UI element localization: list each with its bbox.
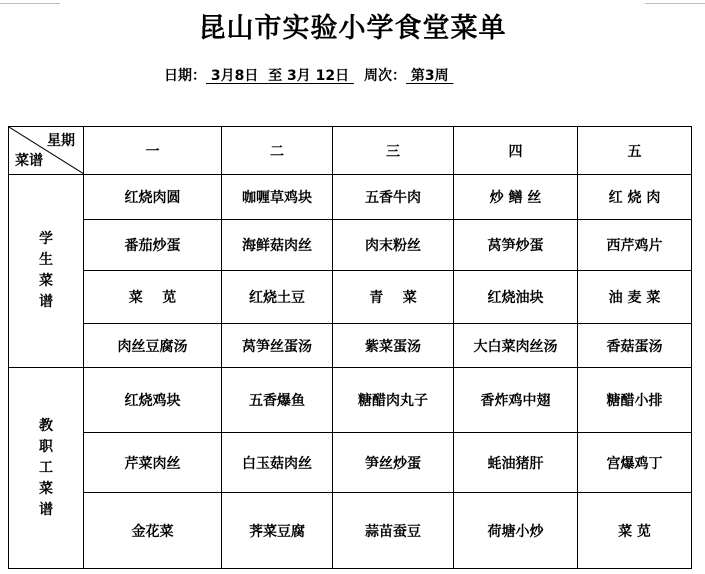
- menu-cell: 紫菜蛋汤: [333, 324, 454, 368]
- menu-table: [8, 126, 692, 569]
- day-header: 五: [578, 127, 692, 175]
- corner-label-menu: 菜谱: [15, 153, 43, 169]
- table-row: [9, 433, 692, 493]
- corner-cell: [9, 127, 84, 175]
- menu-cell: 五香爆鱼: [222, 368, 333, 433]
- table-row: [9, 368, 692, 433]
- menu-cell: 蚝油猪肝: [454, 433, 578, 493]
- menu-cell: 荠菜豆腐: [222, 493, 333, 569]
- menu-cell: 咖喱草鸡块: [222, 175, 333, 220]
- menu-cell: 大白菜肉丝汤: [454, 324, 578, 368]
- table-row: [9, 324, 692, 368]
- page-corner-mark-left: [0, 0, 60, 4]
- table-row: [9, 493, 692, 569]
- section-label-staff: 教 职 工 菜 谱: [9, 368, 84, 569]
- menu-cell: 菜 苋: [84, 271, 222, 324]
- day-header: 一: [84, 127, 222, 175]
- week-value: 第3周: [405, 68, 454, 84]
- menu-cell: 荷塘小炒: [454, 493, 578, 569]
- day-header: 二: [222, 127, 333, 175]
- menu-cell: 红烧土豆: [222, 271, 333, 324]
- menu-cell: 香菇蛋汤: [578, 324, 692, 368]
- date-label: 日期：: [164, 68, 206, 84]
- date-value: 3月8日 至 3月 12日: [206, 68, 354, 84]
- menu-cell: 肉丝豆腐汤: [84, 324, 222, 368]
- table-row: [9, 220, 692, 271]
- menu-cell: 芹菜肉丝: [84, 433, 222, 493]
- menu-cell: 金花菜: [84, 493, 222, 569]
- table-row: [9, 271, 692, 324]
- menu-cell: 红 烧 肉: [578, 175, 692, 220]
- menu-cell: 红烧鸡块: [84, 368, 222, 433]
- menu-cell: 西芹鸡片: [578, 220, 692, 271]
- menu-cell: 青 菜: [333, 271, 454, 324]
- menu-cell: 番茄炒蛋: [84, 220, 222, 271]
- menu-cell: 炒 鳝 丝: [454, 175, 578, 220]
- menu-cell: 菜 苋: [578, 493, 692, 569]
- menu-cell: 白玉菇肉丝: [222, 433, 333, 493]
- menu-cell: 糖醋肉丸子: [333, 368, 454, 433]
- menu-cell: 莴笋炒蛋: [454, 220, 578, 271]
- menu-cell: 糖醋小排: [578, 368, 692, 433]
- menu-cell: 海鲜菇肉丝: [222, 220, 333, 271]
- page-title: 昆山市实验小学食堂菜单: [198, 13, 507, 44]
- menu-cell: 红烧肉圆: [84, 175, 222, 220]
- table-row: [9, 175, 692, 220]
- section-label-student: 学 生 菜 谱: [9, 175, 84, 368]
- menu-cell: 蒜苗蚕豆: [333, 493, 454, 569]
- menu-cell: 香炸鸡中翅: [454, 368, 578, 433]
- corner-label-weekday: 星期: [47, 133, 75, 149]
- menu-cell: 宫爆鸡丁: [578, 433, 692, 493]
- week-label: 周次：: [363, 68, 406, 84]
- menu-cell: 笋丝炒蛋: [333, 433, 454, 493]
- page-corner-mark-right: [645, 0, 705, 4]
- menu-cell: 油 麦 菜: [578, 271, 692, 324]
- day-header: 四: [454, 127, 578, 175]
- header-row: [9, 127, 692, 175]
- date-line: [164, 65, 453, 85]
- menu-cell: 肉末粉丝: [333, 220, 454, 271]
- day-header: 三: [333, 127, 454, 175]
- menu-cell: 五香牛肉: [333, 175, 454, 220]
- menu-cell: 红烧油块: [454, 271, 578, 324]
- menu-cell: 莴笋丝蛋汤: [222, 324, 333, 368]
